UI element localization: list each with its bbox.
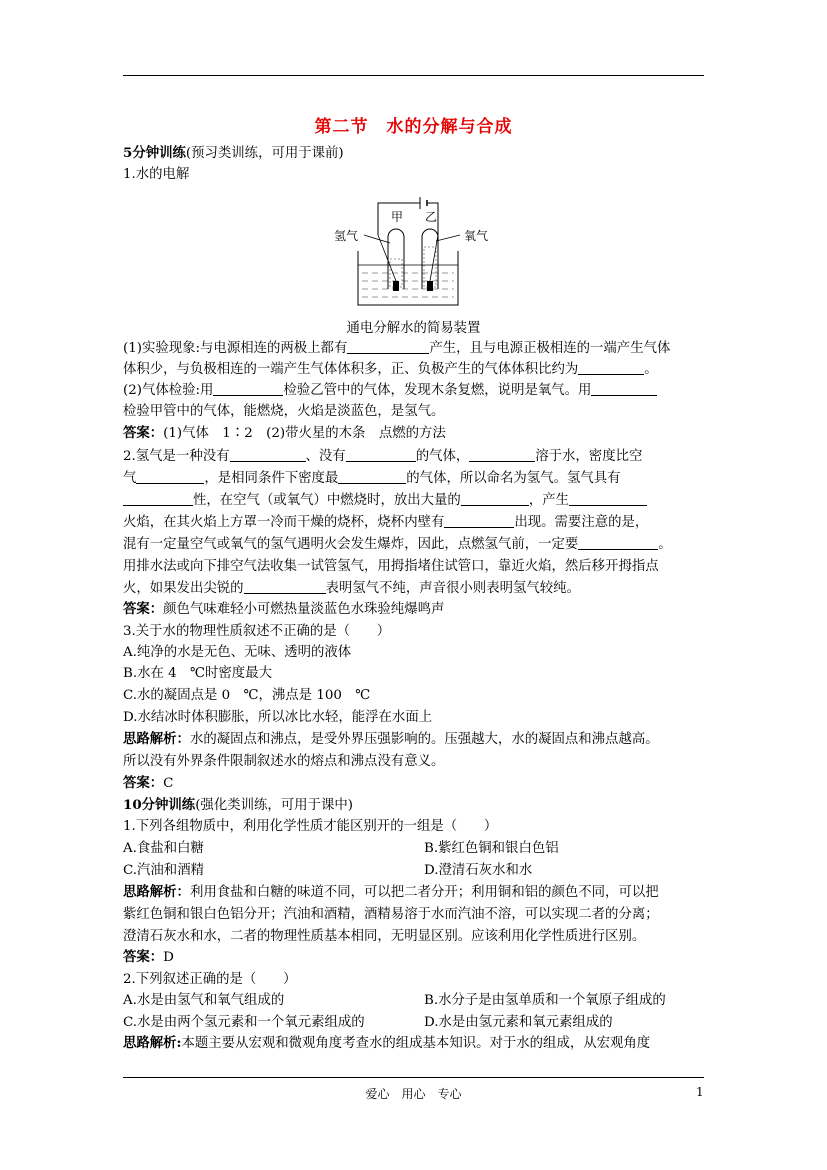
q2-line4: 火焰，在其火焰上方罩一冷而干燥的烧杯，烧杯内壁有 出现。需要注意的是， [123,515,649,530]
q2-line6: 用排水法或向下排空气法收集一试管氢气，用拇指堵住试管口，靠近火焰，然后移开拇指点 [123,559,659,574]
q1-line2: 体积少，与负极相连的一端产生气体体积多，正、负极产生的气体体积比约为 。 [123,362,658,377]
page-footer: 爱心 用心 专心 [365,1087,462,1101]
q3-option-c: C.水的凝固点是 0 ℃，沸点是 100 ℃ [123,688,371,703]
q1-title: 1.水的电解 [123,167,190,182]
tube-label-jia: 甲 [391,210,404,224]
q2-line7: 火，如果发出尖锐的 表明氢气不纯，声音很小则表明氢气较纯。 [123,581,580,596]
q2-line5: 混有一定量空气或氧气的氢气遇明火会发生爆炸，因此，点燃氢气前，一定要 。 [123,537,672,552]
label-oxygen: 氧气 [464,229,489,243]
p2-title: 2.下列叙述正确的是（ ） [123,972,297,987]
electrolysis-diagram [334,193,499,313]
page-number: 1 [696,1085,704,1099]
section-5min: 5分钟训练(预习类训练，可用于课前) [123,145,344,161]
q3-option-b: B.水在 4 ℃时密度最大 [123,666,272,681]
q1-line3: (2)气体检验:用 检验乙管中的气体，发现木条复燃，说明是氧气。用 [123,380,707,401]
q2-answer: 答案：颜色气味难轻小可燃热量淡蓝色水珠验纯爆鸣声 [123,601,445,617]
q2-line3: 性，在空气（或氧气）中燃烧时，放出大量的 ，产生 [123,490,707,511]
q3-explanation-2: 所以没有外界条件限制叙述水的熔点和沸点没有意义。 [123,754,445,769]
p1-title: 1.下列各组物质中，利用化学性质才能区别开的一组是（ ） [123,819,498,834]
q2-line1: 2.氢气是一种没有 、没有 的气体， 溶于水，密度比空 [123,449,643,464]
label-hydrogen: 氢气 [334,229,359,243]
p1-explanation-2: 紫红色铜和银白色铝分开；汽油和酒精，酒精易溶于水而汽油不溶，可以实现二者的分离； [123,907,659,922]
p1-explanation-1: 思路解析：利用食盐和白糖的味道不同，可以把二者分开；利用铜和铝的颜色不同，可以把 [123,884,659,900]
q1-line1: (1)实验现象:与电源相连的两极上都有 产生，且与电源正极相连的一端产生气体 [123,341,671,356]
q3-option-d: D.水结冰时体积膨胀，所以冰比水轻，能浮在水面上 [123,710,433,725]
p2-explanation-1: 思路解析:本题主要从宏观和微观角度考查水的组成基本知识。对于水的组成，从宏观角度 [123,1035,651,1051]
q3-explanation-1: 思路解析：水的凝固点和沸点，是受外界压强影响的。压强越大，水的凝固点和沸点越高。 [123,731,659,747]
diagram-caption: 通电分解水的简易装置 [346,321,481,336]
q1-answer: 答案：(1)气体 1∶2 (2)带火星的木条 点燃的方法 [123,425,446,441]
q2-line2: 气 ，是相同条件下密度最 的气体，所以命名为氢气。氢气具有 [123,471,621,486]
p1-options-cd: C.汽油和酒精 D.澄清石灰水和水 [123,863,533,878]
p1-answer: 答案：D [123,949,174,965]
q3-title: 3.关于水的物理性质叙述不正确的是（ ） [123,624,391,639]
q3-answer: 答案：C [123,775,174,791]
p2-options-cd: C.水是由两个氢元素和一个氧元素组成的 D.水是由氢元素和氧元素组成的 [123,1015,613,1030]
footer-rule [123,1077,704,1078]
p2-options-ab: A.水是由氢气和氧气组成的 B.水分子是由氢单质和一个氧原子组成的 [123,993,666,1008]
q1-line4: 检验甲管中的气体，能燃烧，火焰是淡蓝色，是氢气。 [123,404,445,419]
tube-label-yi: 乙 [425,210,438,224]
q3-option-a: A.纯净的水是无色、无味、透明的液体 [123,645,352,660]
header-rule [123,75,704,76]
p1-explanation-3: 澄清石灰水和水，二者的物理性质基本相同，无明显区别。应该利用化学性质进行区别。 [123,929,646,944]
section-10min: 10分钟训练(强化类训练，可用于课中) [123,797,353,813]
p1-options-ab: A.食盐和白糖 B.紫红色铜和银白色铝 [123,841,559,856]
page-title: 第二节 水的分解与合成 [314,117,513,137]
